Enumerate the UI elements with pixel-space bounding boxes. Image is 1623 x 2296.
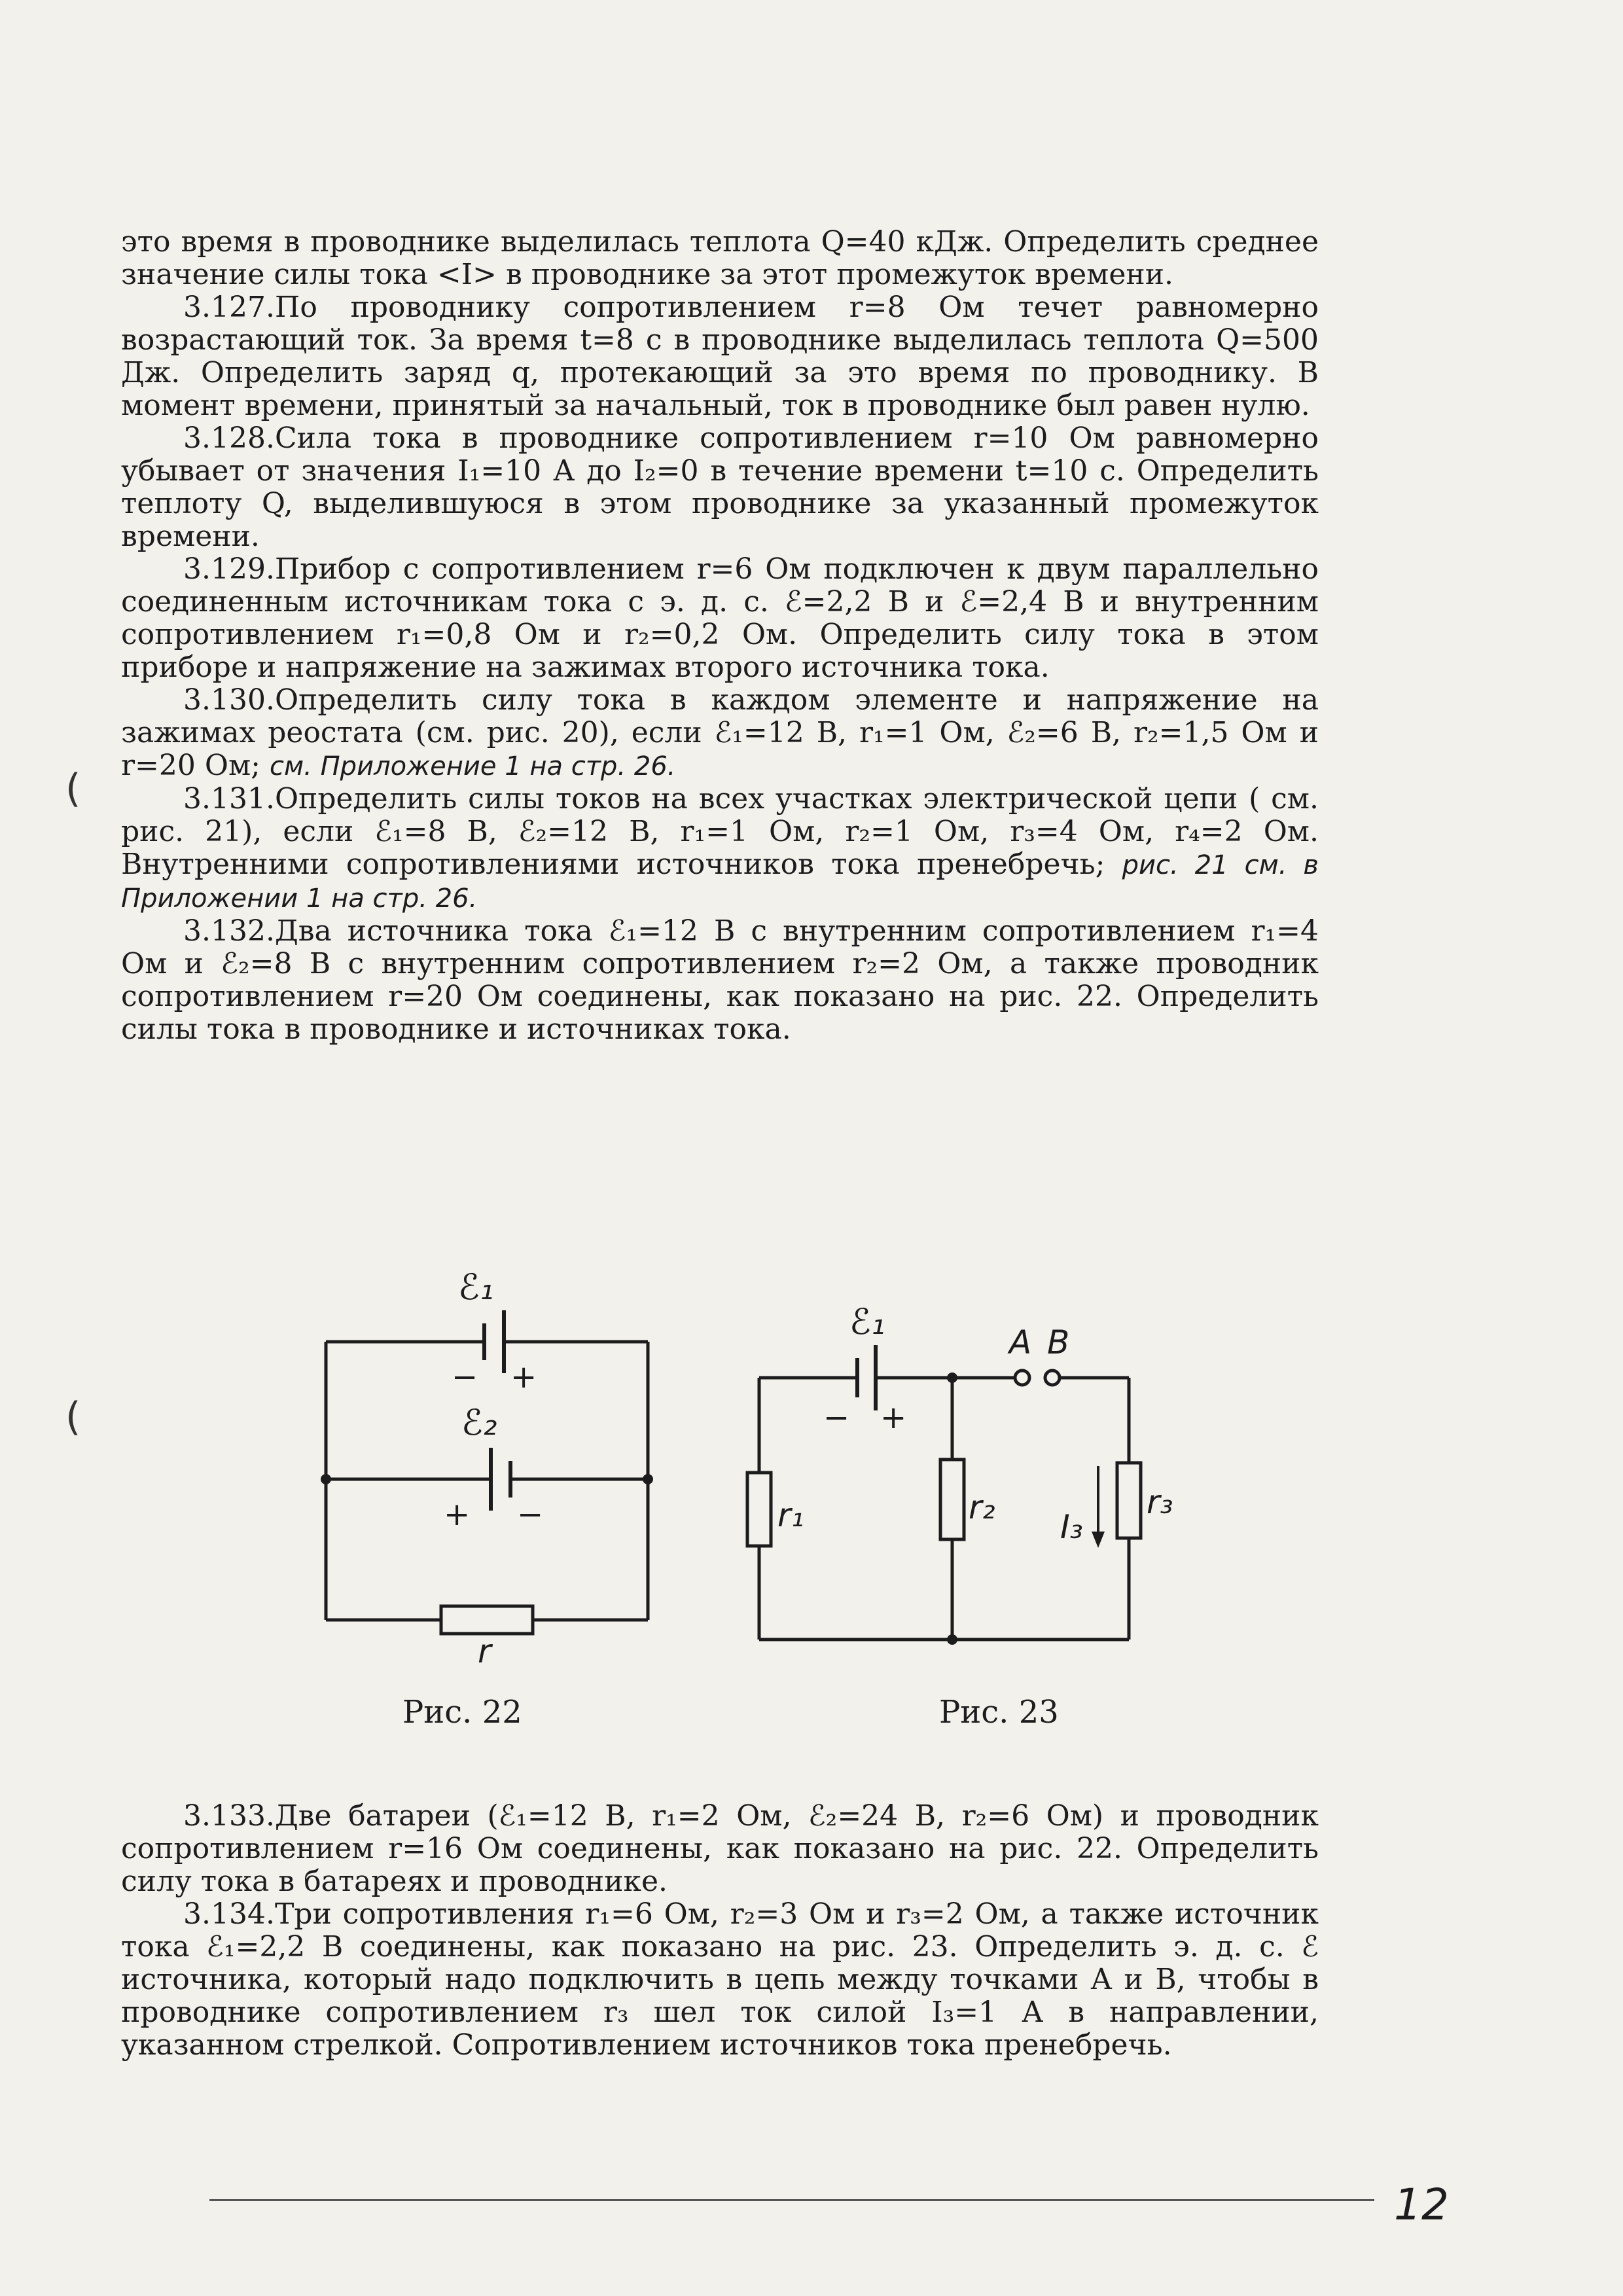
page-number: 12 [1394, 2179, 1449, 2230]
problem-3-132: 3.132.Два источника тока ℰ₁=12 В с внутренним сопротивлением r₁=4 Ом и ℰ₂=8 В с внутренним сопротивлением r₂=2 Ом, а также проводник сопротивлением r=20 Ом соединены, как показано на рис. 22. Определить силы тока в проводнике и источниках тока. [121, 914, 1319, 1046]
problem-3-130: 3.130.Определить силу тока в каждом элементе и напряжение на зажимах реостата (см. рис. 20), если ℰ₁=12 В, r₁=1 Ом, ℰ₂=6 В, r₂=1,5 Ом и r=20 Ом; см. Приложение 1 на стр. 26. [121, 683, 1319, 782]
problem-3-134: 3.134.Три сопротивления r₁=6 Ом, r₂=3 Ом и r₃=2 Ом, а также источник тока ℰ₁=2,2 В соединены, как показано на рис. 23. Определить э. д. с. ℰ источника, который надо подключить в цепь между точками A и B, чтобы в проводнике сопротивлением r₃ шел ток силой I₃=1 А в направлении, указанном стрелкой. Сопротивлением источников тока пренебречь. [121, 1897, 1319, 2062]
problems-bottom [121, 1800, 1319, 2062]
figure-22-caption: Рис. 22 [402, 1694, 522, 1731]
label-minus-2: − [517, 1496, 544, 1533]
label-i3: I₃ [1060, 1508, 1083, 1546]
problem-continued: это время в проводнике выделилась теплота Q=40 кДж. Определить среднее значение силы тока <I> в проводнике за этот промежуток времени. [121, 225, 1319, 291]
figure-23-caption: Рис. 23 [939, 1694, 1059, 1731]
figure-22-circuit [288, 1263, 694, 1669]
label-e1: ℰ₁ [458, 1266, 494, 1308]
label-plus-1: + [510, 1359, 537, 1395]
terminal-a-label: A [1009, 1323, 1032, 1361]
label-r: r [478, 1632, 491, 1670]
footer-rule [209, 2199, 1374, 2201]
problem-3-127: 3.127.По проводнику сопротивлением r=8 Ом течет равномерно возрастающий ток. За время t=8 с в проводнике выделилась теплота Q=500 Дж. Определить заряд q, протекающий за это время по проводнику. В момент времени, принятый за начальный, ток в проводнике был равен нулю. [121, 291, 1319, 422]
label-plus: + [880, 1399, 907, 1436]
figure-23-circuit [740, 1283, 1173, 1662]
label-plus-2: + [444, 1496, 471, 1533]
label-e2: ℰ₂ [461, 1402, 497, 1443]
label-r3: r₃ [1147, 1483, 1173, 1521]
terminal-b-label: B [1047, 1323, 1070, 1361]
margin-bracket-mark: ( [65, 766, 81, 812]
label-r1: r₁ [777, 1496, 804, 1534]
problem-3-131: 3.131.Определить силы токов на всех участках электрической цепи ( см. рис. 21), если ℰ₁=8 В, ℰ₂=12 В, r₁=1 Ом, r₂=1 Ом, r₃=4 Ом, r₄=2 Ом. Внутренними сопротивлениями источников тока пренебречь; рис. 21 см. в Приложении 1 на стр. 26. [121, 782, 1319, 914]
handwritten-note: рис. 21 см. в Приложении 1 на стр. 26. [121, 850, 1319, 914]
handwritten-note: см. Приложение 1 на стр. 26. [270, 751, 676, 781]
label-minus-1: − [452, 1359, 478, 1395]
problem-3-129: 3.129.Прибор с сопротивлением r=6 Ом подключен к двум параллельно соединенным источникам тока с э. д. с. ℰ=2,2 В и ℰ=2,4 В и внутренним сопротивлением r₁=0,8 Ом и r₂=0,2 Ом. Определить силу тока в этом приборе и напряжение на зажимах второго источника тока. [121, 552, 1319, 684]
problems-top [121, 226, 1319, 1046]
problem-3-128: 3.128.Сила тока в проводнике сопротивлением r=10 Ом равномерно убывает от значения I₁=10 А до I₂=0 в течение времени t=10 с. Определить теплоту Q, выделившуюся в этом проводнике за указанный промежуток времени. [121, 422, 1319, 553]
label-r2: r₂ [969, 1488, 995, 1526]
margin-bracket-mark: ( [65, 1394, 81, 1440]
label-e1: ℰ₁ [849, 1301, 885, 1342]
problem-3-133: 3.133.Две батареи (ℰ₁=12 В, r₁=2 Ом, ℰ₂=24 В, r₂=6 Ом) и проводник сопротивлением r=16 Ом соединены, как показано на рис. 22. Определить силу тока в батареях и проводнике. [121, 1799, 1319, 1898]
label-minus: − [823, 1399, 850, 1436]
